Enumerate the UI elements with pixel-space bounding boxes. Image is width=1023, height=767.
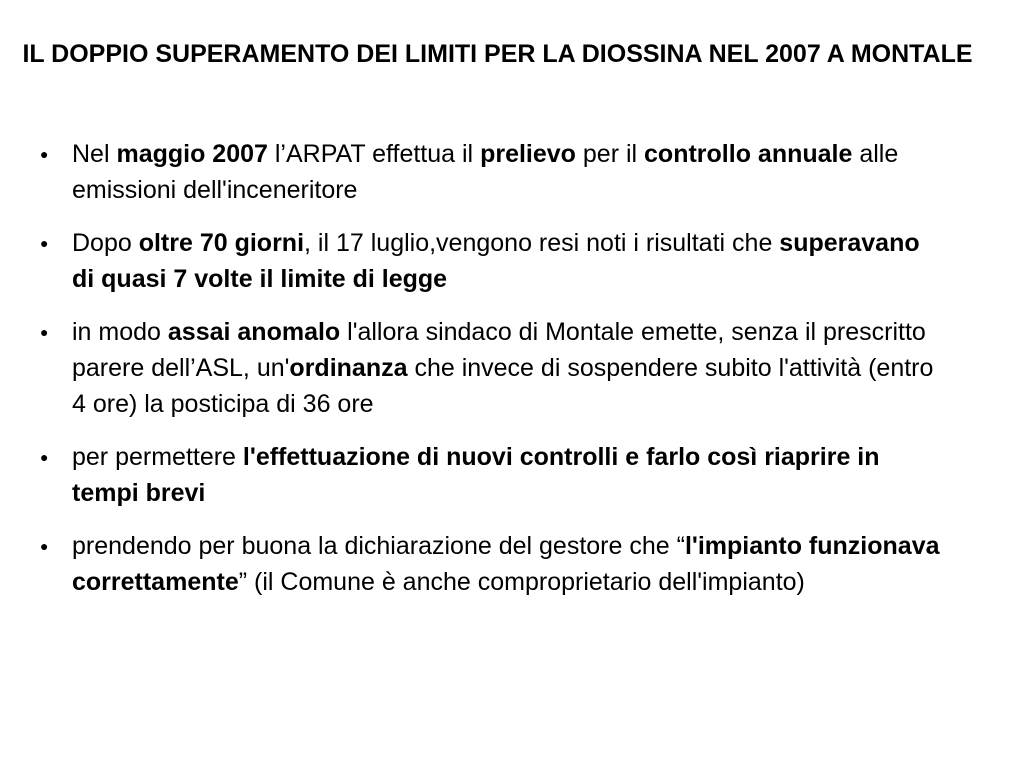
- bullet-bold-segment: ordinanza: [289, 354, 408, 382]
- bullet-segment: che invece di sospendere subito l'attività (entro 4 ore) la posticipa di 36 ore: [72, 354, 934, 418]
- bullet-bold-segment: superavano di quasi 7 volte il limite di legge: [72, 229, 920, 293]
- bullet-segment: l'allora sindaco di Montale emette, senza il prescritto parere dell’ASL, un': [72, 318, 926, 382]
- slide-title: IL DOPPIO SUPERAMENTO DEI LIMITI PER LA DIOSSINA NEL 2007 A MONTALE: [22, 40, 973, 68]
- bullet-segment: Nel: [72, 140, 117, 168]
- bullet-bold-segment: assai anomalo: [167, 318, 341, 346]
- bullet-text: [72, 140, 898, 204]
- bullet-text: [72, 229, 920, 293]
- bullet-dot-icon: ●: [40, 235, 49, 251]
- bullet-bold-segment: l'impianto funzionava correttamente: [72, 532, 940, 596]
- bullet-bold-segment: controllo annuale: [644, 140, 853, 168]
- bullet-segment: in modo: [72, 318, 168, 346]
- bullet-text: [72, 443, 880, 507]
- bullet-text: [72, 532, 940, 596]
- bullet-dot-icon: ●: [40, 324, 49, 340]
- bullet-bold-segment: maggio 2007: [116, 140, 268, 168]
- bullet-text: [72, 318, 933, 418]
- bullet-item: [0, 136, 942, 208]
- bullet-bold-segment: oltre 70 giorni: [138, 229, 305, 257]
- bullet-bold-segment: l'effettuazione di nuovi controlli e farlo così riaprire in tempi brevi: [72, 443, 880, 507]
- bullet-segment: per permettere: [72, 443, 243, 471]
- bullet-item: [0, 225, 942, 297]
- bullet-dot-icon: ●: [40, 538, 49, 554]
- bullet-item: [0, 439, 942, 511]
- bullet-item: [0, 528, 942, 600]
- bullet-list: [0, 136, 1023, 617]
- bullet-segment: per il: [575, 140, 645, 168]
- bullet-segment: prendendo per buona la dichiarazione del gestore che “: [72, 532, 685, 560]
- bullet-segment: ” (il Comune è anche comproprietario dell'impianto): [238, 568, 805, 596]
- bullet-segment: l’ARPAT effettua il: [267, 140, 481, 168]
- bullet-segment: , il 17 luglio,vengono resi noti i risultati che: [304, 229, 780, 257]
- bullet-segment: alle emissioni dell'inceneritore: [72, 140, 899, 204]
- bullet-dot-icon: ●: [40, 146, 49, 162]
- bullet-dot-icon: ●: [40, 449, 49, 465]
- bullet-item: [0, 314, 942, 422]
- bullet-bold-segment: prelievo: [480, 140, 576, 168]
- bullet-segment: Dopo: [72, 229, 139, 257]
